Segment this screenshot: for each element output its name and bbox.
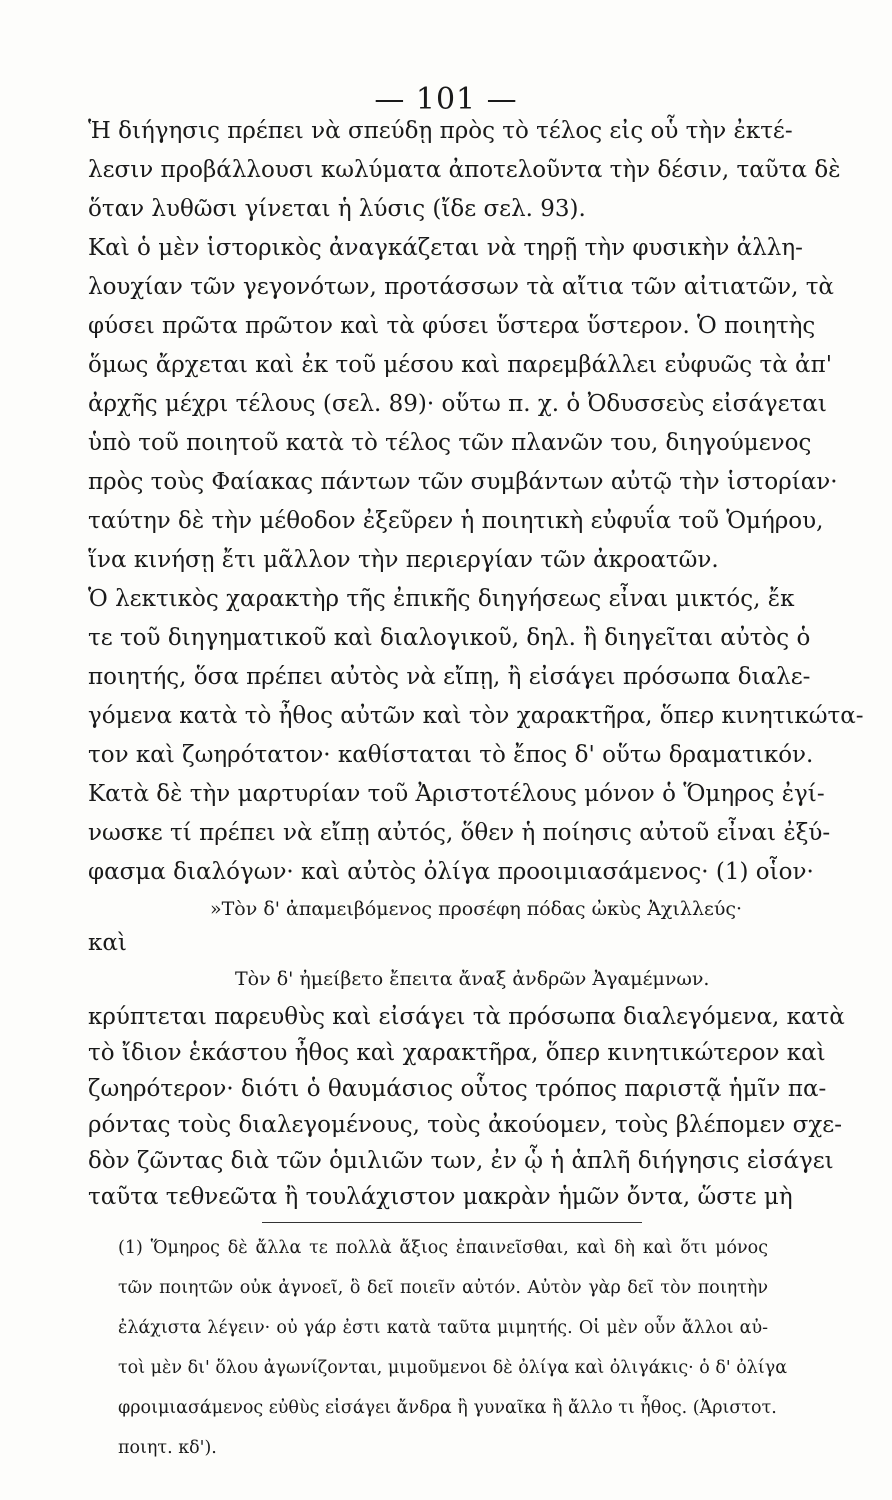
footnote-rule: [262, 1222, 642, 1223]
text-line: Κατὰ δὲ τὴν μαρτυρίαν τοῦ Ἀριστοτέλους μόνον ὁ Ὅμηρος ἐγί-: [88, 781, 825, 807]
text-line: ταύτην δὲ τὴν μέθοδον ἐξεῦρεν ἡ ποιητικὴ εὐφυΐα τοῦ Ὁμήρου,: [88, 508, 824, 534]
text-line: νωσκε τί πρέπει νὰ εἴπῃ αὐτός, ὅθεν ἡ ποίησις αὐτοῦ εἶναι ἐξύ-: [88, 820, 831, 846]
footnote-line: τῶν ποιητῶν οὐκ ἀγνοεῖ, ὃ δεῖ ποιεῖν αὐτόν. Αὐτὸν γὰρ δεῖ τὸν ποιητὴν: [118, 1278, 768, 1298]
text-line: τὸ ἴδιον ἑκάστου ἦθος καὶ χαρακτῆρα, ὅπερ κινητικώτερον καὶ: [88, 1040, 826, 1066]
footnote-line: φροιμιασάμενος εὐθὺς εἰσάγει ἄνδρα ἢ γυναῖκα ἢ ἄλλο τι ἦθος. (Ἀριστοτ.: [118, 1398, 777, 1418]
text-line: ζωηρότερον· διότι ὁ θαυμάσιος οὗτος τρόπος παριστᾷ ἡμῖν πα-: [88, 1076, 827, 1102]
text-line: πρὸς τοὺς Φαίακας πάντων τῶν συμβάντων αὐτῷ τὴν ἱστορίαν·: [88, 469, 838, 495]
page-number: — 101 —: [374, 82, 518, 117]
text-line: λουχίαν τῶν γεγονότων, προτάσσων τὰ αἴτια τῶν αἰτιατῶν, τὰ: [88, 274, 834, 300]
text-line: ἀρχῆς μέχρι τέλους (σελ. 89)· οὕτω π. χ. ὁ Ὀδυσσεὺς εἰσάγεται: [88, 391, 827, 417]
quotation-verse-1: »Τὸν δ' ἀπαμειβόμενος προσέφη πόδας ὠκὺς Ἀχιλλεύς·: [210, 898, 743, 920]
footnote-line: ποιητ. κδ').: [118, 1438, 217, 1458]
text-line: ἵνα κινήσῃ ἔτι μᾶλλον τὴν περιεργίαν τῶν ἀκροατῶν.: [88, 547, 719, 573]
text-line: κρύπτεται παρευθὺς καὶ εἰσάγει τὰ πρόσωπα διαλεγόμενα, κατὰ: [88, 1004, 845, 1030]
text-line: φύσει πρῶτα πρῶτον καὶ τὰ φύσει ὕστερα ὕστερον. Ὁ ποιητὴς: [88, 313, 816, 339]
text-line: τε τοῦ διηγηματικοῦ καὶ διαλογικοῦ, δηλ. ἢ διηγεῖται αὐτὸς ὁ: [88, 625, 811, 651]
quotation-verse-2: Τὸν δ' ἠμείβετο ἔπειτα ἄναξ ἀνδρῶν Ἀγαμέμνων.: [235, 968, 710, 990]
footnote-line: (1) Ὅμηρος δὲ ἄλλα τε πολλὰ ἄξιος ἐπαινεῖσθαι, καὶ δὴ καὶ ὅτι μόνος: [118, 1238, 768, 1258]
text-line: τον καὶ ζωηρότατον· καθίσταται τὸ ἔπος δ' οὕτω δραματικόν.: [88, 742, 814, 768]
text-line: ταῦτα τεθνεῶτα ἢ τουλάχιστον μακρὰν ἡμῶν ὄντα, ὥστε μὴ: [88, 1184, 793, 1210]
footnote-line: ἐλάχιστα λέγειν· οὐ γάρ ἐστι κατὰ ταῦτα μιμητής. Οἱ μὲν οὖν ἄλλοι αὐ-: [118, 1318, 768, 1338]
text-line: Ἡ διήγησις πρέπει νὰ σπεύδῃ πρὸς τὸ τέλος εἰς οὗ τὴν ἐκτέ-: [88, 118, 793, 144]
text-line: δὸν ζῶντας διὰ τῶν ὁμιλιῶν των, ἐν ᾧ ἡ ἁπλῆ διήγησις εἰσάγει: [88, 1148, 834, 1174]
text-line: ὅταν λυθῶσι γίνεται ἡ λύσις (ἴδε σελ. 93).: [88, 196, 586, 222]
text-line: φασμα διαλόγων· καὶ αὐτὸς ὀλίγα προοιμιασάμενος· (1) οἷον·: [88, 859, 814, 885]
text-line: ποιητής, ὅσα πρέπει αὐτὸς νὰ εἴπῃ, ἢ εἰσάγει πρόσωπα διαλε-: [88, 664, 811, 690]
text-line: γόμενα κατὰ τὸ ἦθος αὐτῶν καὶ τὸν χαρακτῆρα, ὅπερ κινητικώτα-: [88, 703, 864, 729]
footnote-line: τοὶ μὲν δι' ὅλου ἀγωνίζονται, μιμοῦμενοι δὲ ὀλίγα καὶ ὀλιγάκις· ὁ δ' ὀλίγα: [118, 1358, 788, 1378]
connector-word: καὶ: [88, 930, 127, 956]
text-line: ὅμως ἄρχεται καὶ ἐκ τοῦ μέσου καὶ παρεμβάλλει εὐφυῶς τὰ ἀπ': [88, 352, 833, 378]
text-line: ρόντας τοὺς διαλεγομένους, τοὺς ἀκούομεν, τοὺς βλέπομεν σχε-: [88, 1112, 842, 1138]
text-line: Καὶ ὁ μὲν ἱστορικὸς ἀναγκάζεται νὰ τηρῇ τὴν φυσικὴν ἀλλη-: [88, 235, 803, 261]
text-line: ὑπὸ τοῦ ποιητοῦ κατὰ τὸ τέλος τῶν πλανῶν του, διηγούμενος: [88, 430, 812, 456]
text-line: λεσιν προβάλλουσι κωλύματα ἀποτελοῦντα τὴν δέσιν, ταῦτα δὲ: [88, 157, 841, 183]
text-line: Ὁ λεκτικὸς χαρακτὴρ τῆς ἐπικῆς διηγήσεως εἶναι μικτός, ἔκ: [88, 586, 795, 612]
